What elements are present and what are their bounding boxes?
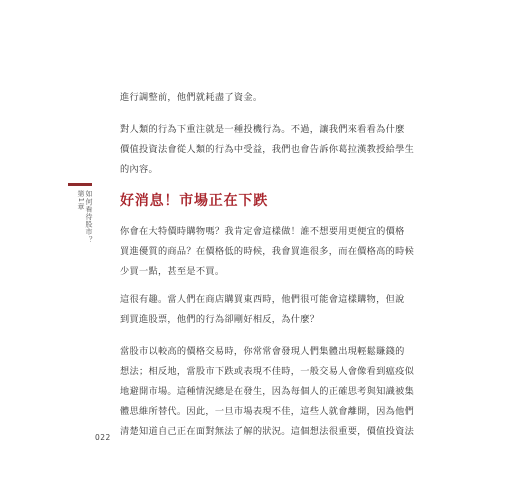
paragraph-3 — [120, 222, 415, 282]
text-line: 的內容。 — [120, 164, 158, 175]
text-line: 進行調整前，他們就耗盡了資金。 — [120, 92, 263, 103]
text-line: 少買一點，甚至是不買。 — [120, 266, 225, 277]
text-line: 這很有趣。當人們在商店購買東西時，他們很可能會這樣購物，但說 — [120, 294, 405, 305]
text-line: 想法；相反地，當股市下跌或表現不佳時，一般交易人會像看到瘟疫似 — [120, 366, 415, 377]
page-number: 022 — [95, 433, 111, 442]
chapter-number: 第1章 — [77, 190, 85, 211]
text-line: 體思維所替代。因此，一旦市場表現不佳，這些人就會離開，因為他們 — [120, 406, 415, 417]
text-line: 地避開市場。這種情況總是在發生，因為每個人的正確思考與知識被集 — [120, 386, 415, 397]
paragraph-4 — [120, 290, 412, 330]
text-line: 你會在大特價時購物嗎？我肯定會這樣做！誰不想要用更便宜的價格 — [120, 226, 405, 237]
text-line: 買進優質的商品？在價格低的時候，我會買進很多，而在價格高的時候 — [120, 246, 415, 257]
paragraph-1 — [120, 88, 412, 108]
paragraph-5 — [120, 342, 415, 442]
text-line: 價值投資法會從人類的行為中受益，我們也會告訴你葛拉漢教授給學生 — [120, 144, 415, 155]
text-line: 到買進股票，他們的行為卻剛好相反，為什麼？ — [120, 314, 320, 325]
text-line: 清楚知道自己正在面對無法了解的狀況。這個想法很重要，價值投資法 — [120, 426, 415, 437]
text-line: 對人類的行為下重注就是一種投機行為。不過，讓我們來看看為什麼 — [120, 124, 405, 135]
chapter-marker-rule — [68, 183, 92, 186]
chapter-title-vertical: 如何看待股市？ — [85, 190, 93, 244]
text-line: 當股市以較高的價格交易時，你常常會發現人們集體出現輕鬆賺錢的 — [120, 346, 405, 357]
section-heading: 好消息！市場正在下跌 — [120, 193, 268, 209]
paragraph-2 — [120, 120, 415, 180]
